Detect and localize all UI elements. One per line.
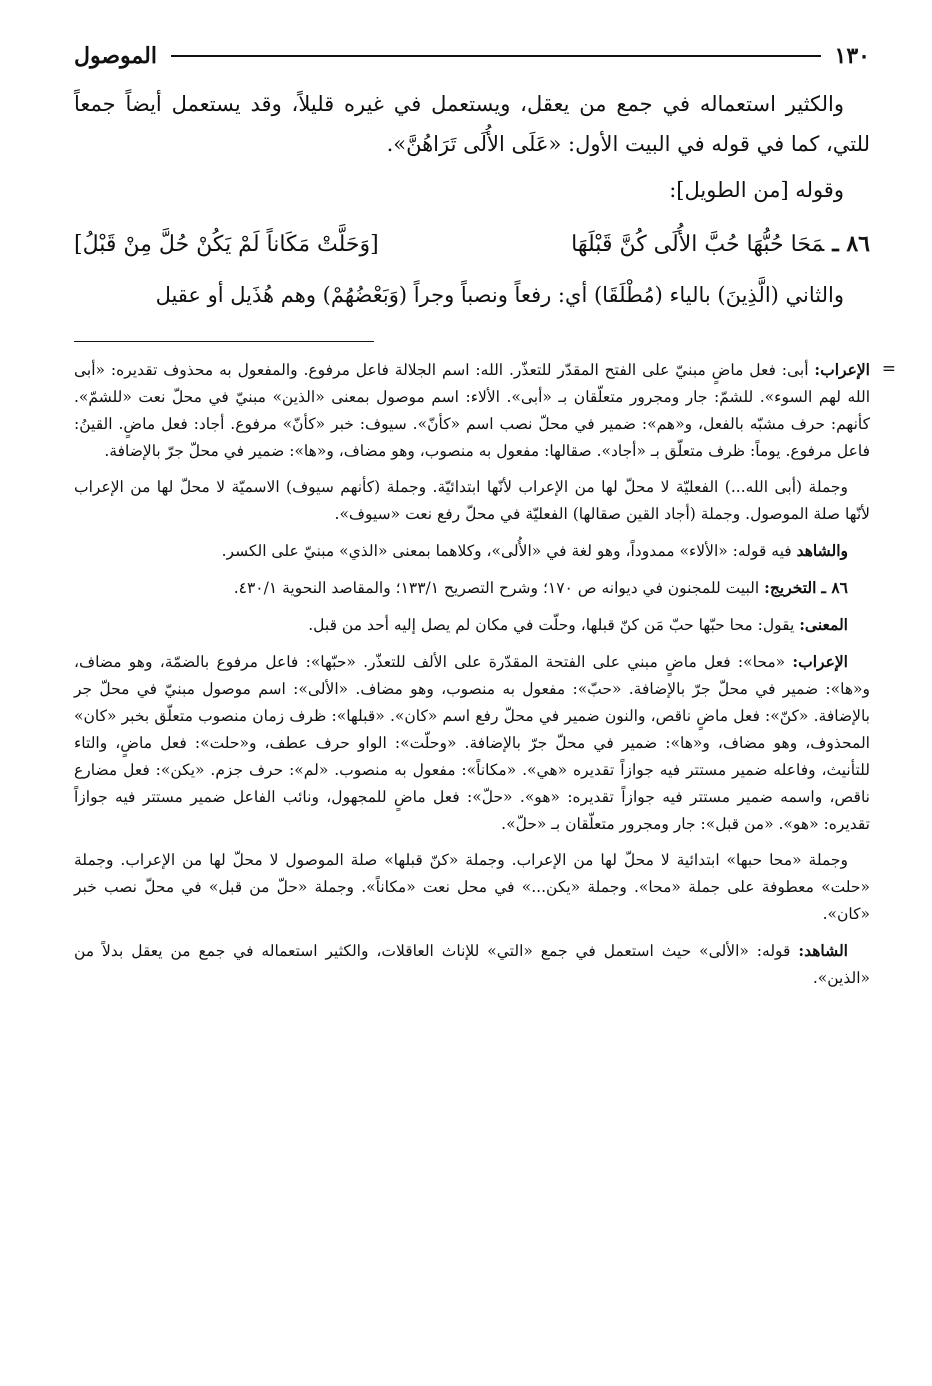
footnote-irab-1 [74, 356, 896, 465]
irab-text-2: «محا»: فعل ماضٍ مبني على الفتحة المقدّرة على الألف للتعذّر. «حبّها»: فاعل مرفوع بالضمّة، وهو مضاف، و«ها»: ضمير في محلّ جرّ بالإضافة. «حبّ»: مفعول به منصوب، وهو مضاف. «الألى»: اسم موصول مبنيّ في محلّ جر بالإضافة. «كنّ»: فعل ماضٍ ناقص، والنون ضمير في محلّ رفع اسم «كان». «قبلها»: ظرف زمان منصوب متعلّق بخبر «كان» المحذوف، وهو مضاف، و«ها»: ضمير في محلّ جرّ بالإضافة. «وحلّت»: الواو حرف عطف، و«حلت»: فعل ماضٍ، والتاء للتأنيث، وفاعله ضمير مستتر فيه جوازاً تقديره «هي». «مكاناً»: مفعول به منصوب. «لم»: حرف جزم. «يكن»: فعل مضارع ناقص، واسمه ضمير مستتر فيه جوازاً تقديره: «هو». «حلّ»: فعل ماضٍ للمجهول، ونائب الفاعل ضمير مستتر فيه جوازاً تقديره: «هو». «من قبل»: جار ومجرور متعلّقان بـ «حلّ». [74, 653, 870, 833]
shahid-text-1: فيه قوله: «الألاء» ممدوداً، وهو لغة في «الأُلى»، وكلاهما بمعنى «الذي» مبنيّ على الكسر. [221, 542, 792, 560]
footnotes [74, 356, 896, 992]
section-title: الموصول [74, 43, 157, 69]
footnote-takhrij [74, 574, 870, 602]
page-number: ١٣٠ [834, 43, 870, 69]
irab-text-1: أبى: فعل ماضٍ مبنيّ على الفتح المقدّر للتعذّر. الله: اسم الجلالة فاعل مرفوع. والمفعول به محذوف تقديره: «أبى الله لهم السوء». للشمّ: جار ومجرور متعلّقان بـ «أبى». الألاء: اسم موصول بمعنى «الذين» مبنيّ في محلّ نعت «للشمّ». كأنهم: حرف مشبّه بالفعل، و«هم»: ضمير في محلّ نصب اسم «كأنّ». سيوف: خبر «كأنّ» مرفوع. أجاد: فعل ماضٍ. القينُ: فاعل مرفوع. يوماً: ظرف متعلّق بـ «أجاد». صقالها: مفعول به منصوب، وهو مضاف، و«ها»: ضمير في محلّ جرّ بالإضافة. [74, 361, 870, 460]
poetry-verse [74, 224, 870, 265]
verse-hemistich-1: مَحَا حُبُّهَا حُبَّ الأُلَى كُنَّ قَبْلَهَا [571, 232, 825, 257]
footnote-shahid-2 [74, 937, 870, 992]
main-paragraph-3: والثاني (الَّذِينَ) بالياء (مُطْلَقَا) أي: رفعاً ونصباً وجراً (وَبَعْضُهُمْ) وهم هُذَيل أو عقيل [155, 283, 844, 307]
book-page [74, 36, 896, 1001]
header-rule [171, 55, 821, 57]
footnote-mana [74, 611, 870, 639]
main-paragraph-2: وقوله [من الطويل]: [669, 178, 844, 202]
verse-first-half [571, 224, 870, 265]
main-text [74, 84, 870, 315]
footnote-irab-2 [74, 648, 870, 838]
continuation-mark: = [881, 359, 896, 379]
main-paragraph-1: والكثير استعماله في جمع من يعقل، ويستعمل في غيره قليلاً، وقد يستعمل أيضاً جمعاً للتي، كما في قوله في البيت الأول: «عَلَى الأُلَى تَرَاهُنَّ». [74, 92, 870, 156]
takhrij-text: البيت للمجنون في ديوانه ص ١٧٠؛ وشرح التصريح ١٣٣/١؛ والمقاصد النحوية ٤٣٠/١. [233, 579, 760, 597]
mana-label: المعنى: [799, 615, 848, 634]
footnote-jumal-1: وجملة (أبى الله...) الفعليّة لا محلّ لها من الإعراب لأنّها ابتدائيّة. وجملة (كأنهم سيوف) الاسميّة لا محلّ لها من الإعراب لأنّها صلة الموصول. وجملة (أجاد القين صقالها) الفعليّة في محلّ رفع نعت «سيوف». [74, 478, 870, 523]
shahid-label-1: والشاهد [796, 541, 848, 560]
footnote-separator [74, 341, 374, 342]
irab-label-1: الإعراب: [814, 360, 870, 379]
takhrij-number: ٨٦ ـ [821, 578, 848, 597]
verse-number: ٨٦ ـ [832, 231, 870, 257]
footnote-shahid-1 [74, 537, 870, 565]
footnote-jumal-2: وجملة «محا حبها» ابتدائية لا محلّ لها من الإعراب. وجملة «كنّ قبلها» صلة الموصول لا محلّ لها من الإعراب. وجملة «حلت» معطوفة على جملة «محا». وجملة «يكن...» في محل نعت «مكاناً». وجملة «حلّ من قبل» في محلّ نصب خبر «كان». [74, 851, 870, 923]
irab-label-2: الإعراب: [792, 652, 848, 671]
running-head [74, 36, 870, 76]
shahid-text-2: قوله: «الألى» حيث استعمل في جمع «التي» للإناث العاقلات، والكثير استعماله في جمع من يعقل بدلاً من «الذين». [74, 942, 870, 987]
mana-text: يقول: محا حبّها حبّ مَن كنّ قبلها، وحلّت في مكان لم يصل إليه أحد من قبل. [308, 616, 795, 634]
takhrij-label: التخريج: [764, 578, 817, 597]
shahid-label-2: الشاهد: [798, 941, 848, 960]
verse-hemistich-2: [وَحَلَّتْ مَكَاناً لَمْ يَكُنْ حُلَّ مِنْ قَبْلُ] [74, 232, 379, 257]
